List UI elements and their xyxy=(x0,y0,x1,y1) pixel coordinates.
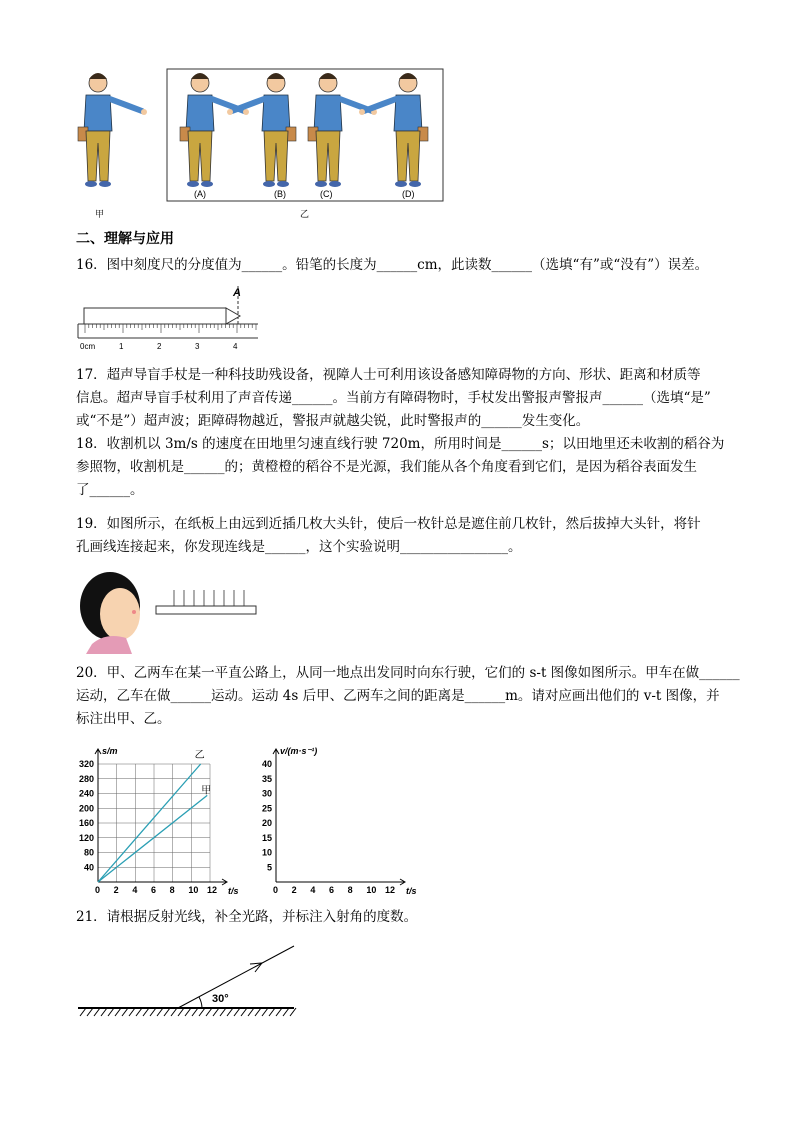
series-label-0: 乙 xyxy=(194,750,205,761)
y-tick-label: 80 xyxy=(83,847,94,858)
mirror-hatch xyxy=(80,1008,296,1016)
ruler-label-3: 3 xyxy=(195,342,200,351)
ruler-label-0: 0cm xyxy=(80,342,96,351)
ruler-figure xyxy=(76,282,266,354)
hatch-line xyxy=(262,1008,268,1016)
section-title: 二、理解与应用 xyxy=(76,231,174,247)
person-figure xyxy=(70,65,460,225)
option-c: (C) xyxy=(320,189,333,199)
question-21 xyxy=(76,906,726,929)
ruler-label-4: 4 xyxy=(233,342,238,351)
jia-label: 甲 xyxy=(95,209,105,219)
y-tick-label: 10 xyxy=(261,847,272,858)
ruler-label-2: 2 xyxy=(157,342,162,351)
ruler-marker: A xyxy=(233,287,241,299)
q18-line2: 参照物，收割机是______的；黄橙橙的稻谷不是光源，我们能从各个角度看到它们，是因为稻谷表面发生 xyxy=(76,459,697,475)
hatch-line xyxy=(122,1008,128,1016)
hatch-line xyxy=(248,1008,254,1016)
hatch-line xyxy=(255,1008,261,1016)
y-tick-label: 5 xyxy=(266,862,272,873)
q18-line3: 了______。 xyxy=(76,482,144,498)
y-tick-label: 160 xyxy=(78,818,94,828)
hatch-line xyxy=(199,1008,205,1016)
y-axis-label: v/(m·s⁻¹) xyxy=(280,746,318,756)
x-tick-label: 12 xyxy=(385,885,396,895)
question-20 xyxy=(76,662,740,731)
hatch-line xyxy=(269,1008,275,1016)
v-t-chart xyxy=(248,744,418,902)
hatch-line xyxy=(192,1008,198,1016)
hatch-line xyxy=(87,1008,93,1016)
yi-label: 乙 xyxy=(300,209,310,219)
series-label-1: 甲 xyxy=(201,785,212,797)
hatch-line xyxy=(150,1008,156,1016)
ruler-ticks xyxy=(85,324,256,333)
y-tick-label: 120 xyxy=(78,832,94,843)
hatch-line xyxy=(80,1008,86,1016)
hatch-line xyxy=(206,1008,212,1016)
hatch-line xyxy=(290,1008,296,1016)
question-17 xyxy=(76,364,726,433)
hatch-line xyxy=(171,1008,177,1016)
x-tick-label: 2 xyxy=(113,885,119,895)
q18-line1: 18．收割机以 3m/s 的速度在田地里匀速直线行驶 720m，所用时间是______s；以田地里还未收割的稻谷为 xyxy=(76,436,725,452)
pins xyxy=(174,590,244,606)
q16-line1: 16．图中刻度尺的分度值为______。铅笔的长度为______cm，此读数______（选填“有”或“没有”）误差。 xyxy=(76,257,709,273)
y-tick-label: 40 xyxy=(83,862,94,873)
hatch-line xyxy=(143,1008,149,1016)
hatch-line xyxy=(234,1008,240,1016)
hatch-line xyxy=(185,1008,191,1016)
x-tick-label: 0 xyxy=(273,885,279,895)
ruler-label-1: 1 xyxy=(119,342,124,351)
option-b: (B) xyxy=(274,189,286,199)
x-tick-label: 6 xyxy=(329,885,335,895)
x-tick-label: 10 xyxy=(188,885,199,895)
q21-line1: 21．请根据反射光线，补全光路，并标注入射角的度数。 xyxy=(76,909,418,925)
y-tick-label: 40 xyxy=(261,759,272,769)
q20-line2: 运动，乙车在做______运动。运动 4s 后甲、乙两车之间的距离是______m。请对应画出他们的 v-t 图像，并 xyxy=(76,688,720,704)
q20-line1: 20．甲、乙两车在某一平直公路上，从同一地点出发同时向东行驶，它们的 s-t 图像如图所示。甲车在做______ xyxy=(76,665,740,681)
y-tick-label: 35 xyxy=(261,773,272,784)
reflection-figure xyxy=(72,940,302,1025)
y-tick-label: 240 xyxy=(78,788,94,799)
hatch-line xyxy=(136,1008,142,1016)
hatch-line xyxy=(276,1008,282,1016)
q20-line3: 标注出甲、乙。 xyxy=(76,711,171,727)
y-tick-label: 30 xyxy=(261,788,272,799)
pins-figure xyxy=(76,562,266,654)
x-tick-label: 2 xyxy=(291,885,297,895)
q19-line2: 孔画线连接起来，你发现连线是______，这个实验说明________________。 xyxy=(76,539,522,555)
y-tick-label: 25 xyxy=(261,803,272,814)
hatch-line xyxy=(241,1008,247,1016)
y-tick-label: 200 xyxy=(78,803,94,814)
s-t-chart xyxy=(70,744,240,902)
y-tick-label: 320 xyxy=(78,759,94,769)
x-tick-label: 8 xyxy=(347,885,353,895)
question-16 xyxy=(76,254,726,277)
hatch-line xyxy=(227,1008,233,1016)
hatch-line xyxy=(283,1008,289,1016)
hatch-line xyxy=(108,1008,114,1016)
hatch-line xyxy=(94,1008,100,1016)
x-axis-label: t/s xyxy=(228,886,239,896)
question-19 xyxy=(76,513,726,559)
y-axis-label: s/m xyxy=(102,746,118,756)
question-18 xyxy=(76,433,726,502)
hatch-line xyxy=(220,1008,226,1016)
q17-line3: 或“不是”）超声波；距障碍物越近，警报声就越尖锐，此时警报声的______发生变化。 xyxy=(76,413,590,429)
y-tick-label: 280 xyxy=(78,773,94,784)
y-tick-label: 15 xyxy=(261,832,272,843)
x-tick-label: 4 xyxy=(310,885,316,895)
x-tick-label: 6 xyxy=(151,885,157,895)
hatch-line xyxy=(115,1008,121,1016)
x-tick-label: 10 xyxy=(366,885,377,895)
x-tick-label: 8 xyxy=(169,885,175,895)
hatch-line xyxy=(129,1008,135,1016)
option-d: (D) xyxy=(402,189,415,199)
x-axis-label: t/s xyxy=(406,886,417,896)
hatch-line xyxy=(213,1008,219,1016)
angle-label: 30° xyxy=(212,993,229,1005)
x-tick-label: 0 xyxy=(95,885,101,895)
x-tick-label: 4 xyxy=(132,885,138,895)
hatch-line xyxy=(101,1008,107,1016)
option-a: (A) xyxy=(194,189,206,199)
hatch-line xyxy=(178,1008,184,1016)
hatch-line xyxy=(164,1008,170,1016)
y-tick-label: 20 xyxy=(261,818,272,828)
q17-line1: 17．超声导盲手杖是一种科技助残设备，视障人士可利用该设备感知障碍物的方向、形状、距离和材质等 xyxy=(76,367,701,383)
hatch-line xyxy=(157,1008,163,1016)
q19-line1: 19．如图所示，在纸板上由远到近插几枚大头针，使后一枚针总是遮住前几枚针，然后拔掉大头针，将针 xyxy=(76,516,701,532)
x-tick-label: 12 xyxy=(207,885,218,895)
q17-line2: 信息。超声导盲手杖利用了声音传递______。当前方有障碍物时，手杖发出警报声警报声______（选填“是” xyxy=(76,390,711,406)
